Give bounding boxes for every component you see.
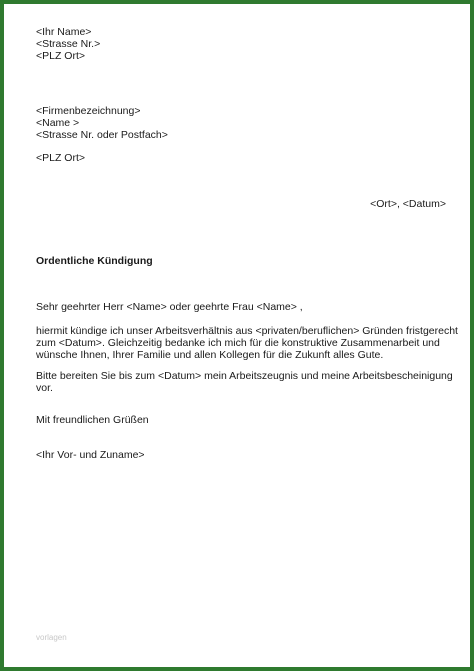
recipient-street: <Strasse Nr. oder Postfach> (36, 129, 168, 141)
closing: Mit freundlichen Grüßen (36, 414, 149, 426)
salutation: Sehr geehrter Herr <Name> oder geehrte Frau <Name> , (36, 301, 303, 313)
recipient-name: <Name > (36, 117, 80, 129)
recipient-company: <Firmenbezeichnung> (36, 105, 141, 117)
body-paragraph-2 (36, 370, 456, 394)
sender-street: <Strasse Nr.> (36, 38, 101, 50)
paragraph-1-line: hiermit kündige ich unser Arbeitsverhältnis aus <privaten/beruflichen> Gründen fristgerecht (36, 325, 458, 337)
watermark: vorlagen (36, 633, 67, 642)
recipient-city: <PLZ Ort> (36, 152, 86, 164)
paragraph-1-line: wünsche Ihnen, Ihrer Familie und allen Kollegen für die Zukunft alles Gute. (36, 349, 384, 361)
sender-city: <PLZ Ort> (36, 50, 86, 62)
paragraph-2-line: vor. (36, 382, 53, 394)
subject-line: Ordentliche Kündigung (36, 255, 153, 267)
recipient-address (36, 105, 456, 141)
sender-name: <Ihr Name> (36, 26, 92, 38)
sender-address (36, 26, 456, 62)
signature: <Ihr Vor- und Zuname> (36, 449, 145, 461)
paragraph-2-line: Bitte bereiten Sie bis zum <Datum> mein Arbeitszeugnis und meine Arbeitsbescheinigung (36, 370, 453, 382)
body-paragraph-1 (36, 325, 456, 361)
recipient-city-block (36, 152, 456, 164)
place-date: <Ort>, <Datum> (370, 198, 446, 210)
paragraph-1-line: zum <Datum>. Gleichzeitig bedanke ich mich für die konstruktive Zusammenarbeit und (36, 337, 440, 349)
letter-page (8, 8, 474, 671)
